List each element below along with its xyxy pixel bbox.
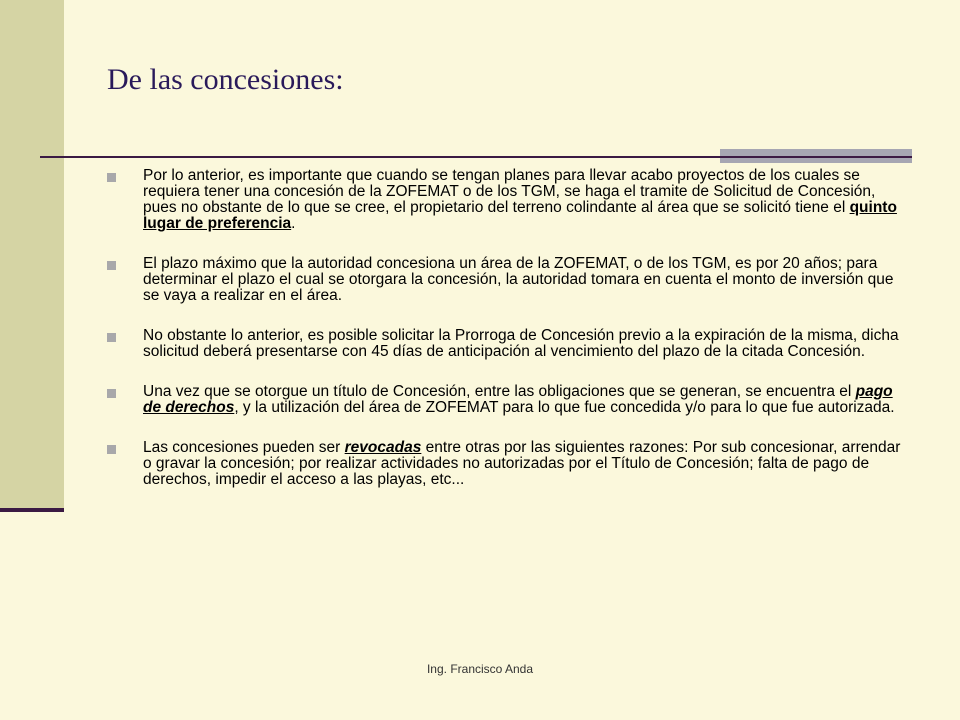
emphasis-quinto-lugar: quinto lugar de preferencia bbox=[143, 199, 897, 232]
slide-title: De las concesiones: bbox=[107, 63, 344, 96]
bullet-text-end: entre otras por las siguientes razones: Por sub concesionar, arrendar o gravar la concesión; por realizar actividades no autorizadas por el Título de Concesión; falta de pago de derechos, impedir el acceso a las playas, etc... bbox=[143, 439, 901, 488]
bullet-list bbox=[104, 168, 904, 512]
bullet-text: Las concesiones pueden ser bbox=[143, 439, 345, 456]
square-bullet-icon bbox=[107, 389, 116, 398]
slide-footer: Ing. Francisco Anda bbox=[426, 662, 534, 676]
left-decorative-band bbox=[0, 0, 64, 512]
emphasis-revocadas: revocadas bbox=[344, 439, 422, 456]
title-rule-accent-bottom bbox=[720, 158, 912, 163]
bullet-text-end: . bbox=[291, 215, 296, 232]
title-rule-accent-top bbox=[720, 149, 912, 156]
bullet-item-obligaciones bbox=[104, 384, 904, 416]
bullet-text: Por lo anterior, es importante que cuando se tengan planes para llevar acabo proyectos de los cuales se requiera tener una concesión de la ZOFEMAT o de los TGM, se haga el tramite de Solicitud de Concesión, pues no obstante de lo que se cree, el propietario del terreno colindante al área que se solicitó tiene el bbox=[143, 167, 876, 216]
bullet-text-end: , y la utilización del área de ZOFEMAT para lo que fue concedida y/o para lo que fue autorizada. bbox=[234, 399, 895, 416]
bullet-text: El plazo máximo que la autoridad concesiona un área de la ZOFEMAT, o de los TGM, es por 20 años; para determinar el plazo el cual se otorgara la concesión, la autoridad tomara en cuenta el monto de inversión que se vaya a realizar en el área. bbox=[143, 255, 894, 304]
square-bullet-icon bbox=[107, 261, 116, 270]
square-bullet-icon bbox=[107, 333, 116, 342]
left-band-underline bbox=[0, 508, 64, 512]
bullet-item-preferencia bbox=[104, 168, 904, 232]
square-bullet-icon bbox=[107, 445, 116, 454]
bullet-text: Una vez que se otorgue un título de Concesión, entre las obligaciones que se generan, se encuentra el bbox=[143, 383, 856, 400]
bullet-item-revocacion bbox=[104, 440, 904, 488]
bullet-item-prorroga bbox=[104, 328, 904, 360]
emphasis-pago-de-derechos: pago de derechos bbox=[143, 383, 893, 416]
bullet-item-plazo bbox=[104, 256, 904, 304]
square-bullet-icon bbox=[107, 173, 116, 182]
bullet-text: No obstante lo anterior, es posible solicitar la Prorroga de Concesión previo a la expiración de la misma, dicha solicitud deberá presentarse con 45 días de anticipación al vencimiento del plazo de la citada Concesión. bbox=[143, 327, 899, 360]
